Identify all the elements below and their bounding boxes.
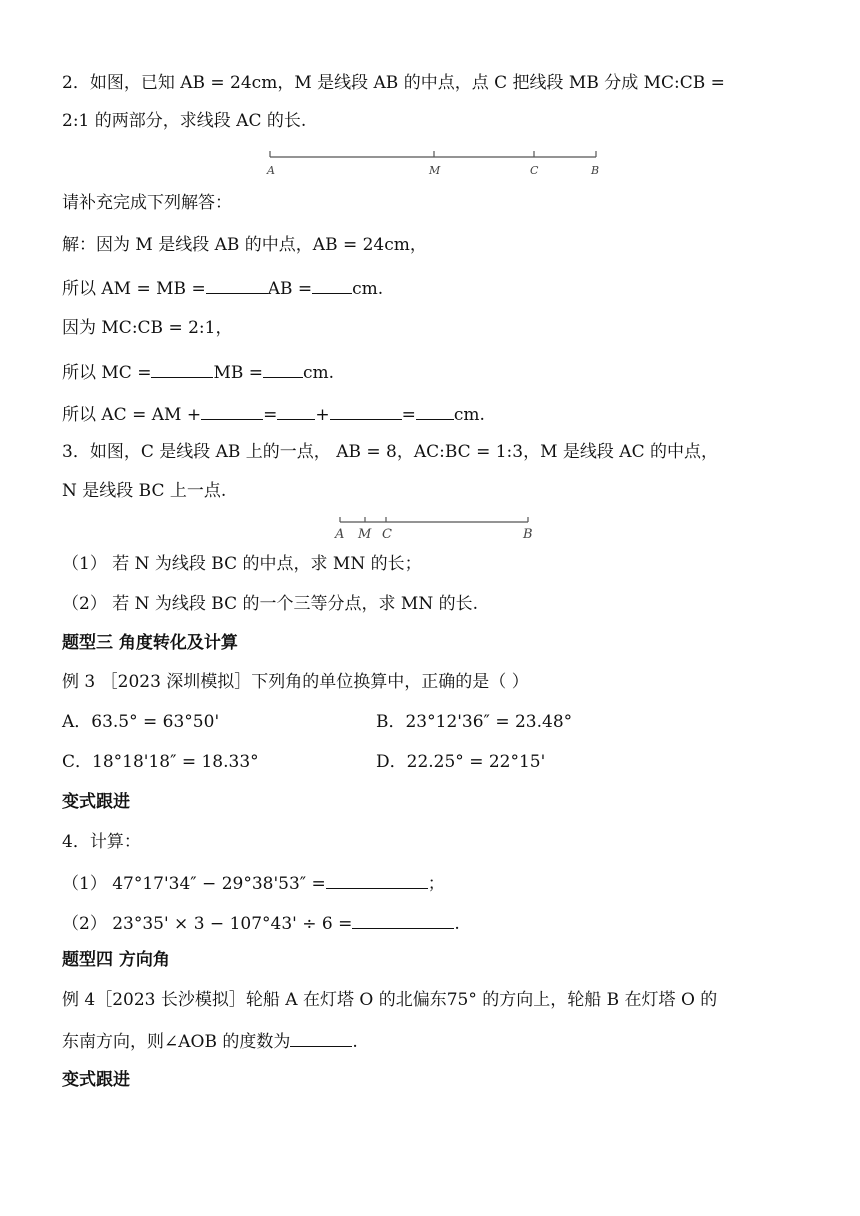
q2-segment-figure xyxy=(262,143,607,179)
q2-sol5-plus: + xyxy=(315,405,330,425)
q3-label-m: M xyxy=(358,527,372,542)
q2-solution-1: 解：因为 M 是线段 AB 的中点，AB = 24cm， xyxy=(62,235,427,255)
example-4-line-1: 例 4［2023 长沙模拟］轮船 A 在灯塔 O 的北偏东75° 的方向上，轮船 B 在灯塔 O 的 xyxy=(62,990,718,1010)
q2-solution-2 xyxy=(62,275,798,301)
variant-heading-1: 变式跟进 xyxy=(62,792,130,812)
section-3-title: 题型三 角度转化及计算 xyxy=(62,633,238,653)
example-4-line-2 xyxy=(62,1028,798,1054)
example-4-blank[interactable] xyxy=(290,1028,352,1047)
q4-part-1-end: ； xyxy=(427,874,445,894)
q2-sol4-unit: cm. xyxy=(303,363,335,383)
q3-line-1: 3．如图，C 是线段 AB 上的一点， AB = 8，AC:BC = 1:3，M 是线段 AC 的中点， xyxy=(62,442,718,462)
example-3-options-row-1 xyxy=(62,710,798,734)
option-d[interactable]: D．22.25° = 22°15' xyxy=(376,752,546,772)
q2-blank-mc-fraction[interactable] xyxy=(151,359,213,378)
q2-sol2-mid: AB = xyxy=(267,279,313,299)
q2-sol2-text: 所以 AM = MB = xyxy=(62,279,206,299)
q3-part-2: （2） 若 N 为线段 BC 的一个三等分点，求 MN 的长. xyxy=(62,594,479,614)
q2-sol5-text: 所以 AC = AM + xyxy=(62,405,202,425)
q4-title: 4．计算： xyxy=(62,832,141,852)
example-3-options-row-2 xyxy=(62,750,798,774)
example-4-end: . xyxy=(352,1032,358,1052)
q2-solution-4 xyxy=(62,359,798,385)
q3-label-a: A xyxy=(335,527,345,542)
option-b[interactable]: B．23°12'36″ = 23.48° xyxy=(376,712,573,732)
q3-part-1: （1） 若 N 为线段 BC 的中点，求 MN 的长； xyxy=(62,554,422,574)
q2-blank-mc[interactable] xyxy=(263,359,303,378)
q4-part-1-blank[interactable] xyxy=(326,870,428,889)
q2-blank-ac-1[interactable] xyxy=(201,401,263,420)
q2-sol5-eq2: = xyxy=(401,405,416,425)
q4-part-2-end: . xyxy=(454,914,460,934)
example-4-text: 东南方向，则∠AOB 的度数为 xyxy=(62,1032,291,1052)
q3-line-2: N 是线段 BC 上一点. xyxy=(62,481,227,501)
variant-heading-2: 变式跟进 xyxy=(62,1070,130,1090)
q2-sol4-mid: MB = xyxy=(213,363,264,383)
q2-sol4-text: 所以 MC = xyxy=(62,363,152,383)
q4-part-2-text: （2） 23°35' × 3 − 107°43' ÷ 6 = xyxy=(62,914,353,934)
q2-label-c: C xyxy=(530,164,539,177)
q2-solution-5 xyxy=(62,401,798,427)
q4-part-1-text: （1） 47°17'34″ − 29°38'53″ = xyxy=(62,874,326,894)
q2-sol5-eq1: = xyxy=(263,405,278,425)
q3-label-b: B xyxy=(523,527,533,542)
q2-label-m: M xyxy=(429,164,441,177)
q2-blank-ac-3[interactable] xyxy=(330,401,402,420)
option-a[interactable]: A．63.5° = 63°50' xyxy=(62,712,220,732)
q4-part-1 xyxy=(62,870,798,896)
q2-line-1: 2．如图，已知 AB = 24cm，M 是线段 AB 的中点，点 C 把线段 MB 分成 MC:CB = xyxy=(62,73,725,93)
q4-part-2 xyxy=(62,910,798,936)
q3-label-c: C xyxy=(382,527,392,542)
q2-sol2-unit: cm. xyxy=(352,279,384,299)
q2-line-2: 2:1 的两部分，求线段 AC 的长. xyxy=(62,111,307,131)
q2-sol5-unit: cm. xyxy=(453,405,485,425)
section-4-title: 题型四 方向角 xyxy=(62,950,170,970)
q2-label-a: A xyxy=(267,164,275,177)
q3-segment-figure xyxy=(330,512,542,544)
q4-part-2-blank[interactable] xyxy=(352,910,454,929)
q2-prompt: 请补充完成下列解答： xyxy=(62,193,232,213)
example-3: 例 3 ［2023 深圳模拟］下列角的单位换算中，正确的是（ ） xyxy=(62,672,529,692)
q2-solution-3: 因为 MC:CB = 2:1， xyxy=(62,318,233,338)
q2-blank-fraction[interactable] xyxy=(206,275,268,294)
q2-blank-am[interactable] xyxy=(312,275,352,294)
q2-label-b: B xyxy=(591,164,600,177)
option-c[interactable]: C．18°18'18″ = 18.33° xyxy=(62,752,259,772)
q2-blank-ac-2[interactable] xyxy=(277,401,315,420)
q2-blank-ac-4[interactable] xyxy=(416,401,454,420)
